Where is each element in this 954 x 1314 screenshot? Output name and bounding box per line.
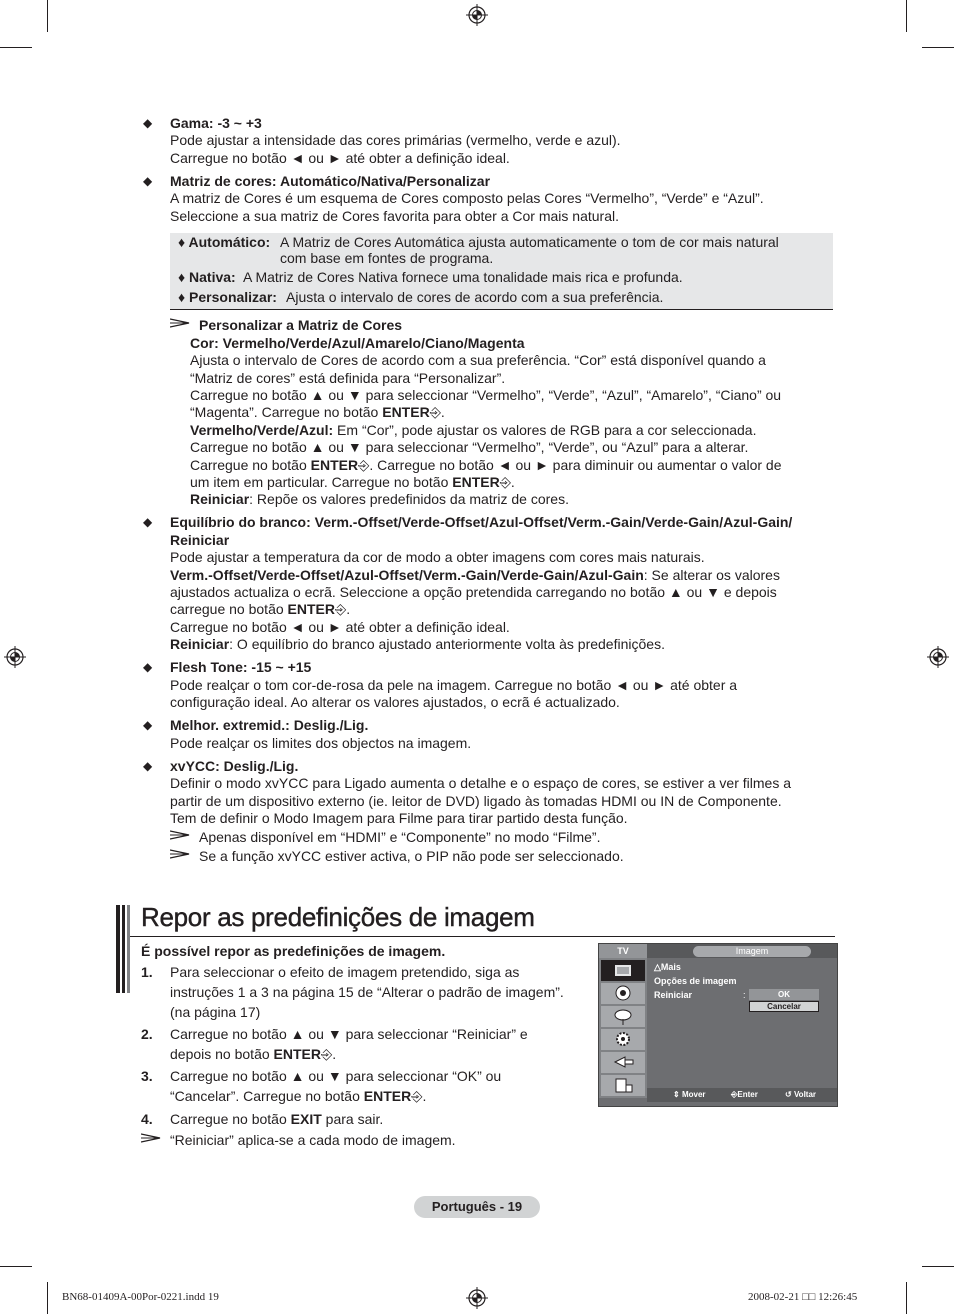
- osd-icon-application[interactable]: [601, 1075, 645, 1096]
- enter-icon: ⎆: [334, 601, 347, 617]
- personalizar-line: Carregue no botão ENTER⎆. Carregue no botão ◄ ou ► para diminuir ou aumentar o valor de: [190, 457, 782, 473]
- note-arrow-icon: [141, 1133, 161, 1143]
- osd-ok-option[interactable]: OK: [749, 989, 819, 1000]
- flesh-line: Pode realçar o tom cor-de-rosa da pele na imagem. Carregue no botão ◄ ou ► até obter a: [170, 677, 738, 693]
- option-text: A Matriz de Cores Nativa fornece uma tonalidade mais rica e profunda.: [243, 269, 683, 285]
- registration-mark-icon: [927, 646, 949, 668]
- option-text: com base em fontes de programa.: [280, 250, 494, 266]
- melhor-line: Pode realçar os limites dos objectos na imagem.: [170, 735, 472, 751]
- equilibrio-line: Reiniciar: O equilíbrio do branco ajustado anteriormente volta às predefinições.: [170, 636, 665, 652]
- gama-line: Carregue no botão ◄ ou ► até obter a definição ideal.: [170, 150, 510, 166]
- enter-icon: ⎆: [320, 1046, 333, 1062]
- personalizar-title: Personalizar a Matriz de Cores: [199, 317, 403, 333]
- osd-icon-picture[interactable]: [601, 960, 645, 981]
- personalizar-line: “Matriz de cores” está definida para “Personalizar”.: [190, 370, 506, 386]
- option-label: ♦ Nativa:: [178, 269, 236, 285]
- equilibrio-title: Reiniciar: [170, 532, 230, 548]
- gama-line: Pode ajustar a intensidade das cores primárias (vermelho, verde e azul).: [170, 132, 621, 148]
- section-heading: Repor as predefinições de imagem: [141, 902, 535, 932]
- osd-mover: ⇕ Mover: [673, 1090, 706, 1099]
- crop-mark: [0, 47, 32, 48]
- step-line: Carregue no botão ▲ ou ▼ para seleccionar “OK” ou: [170, 1068, 502, 1084]
- osd-mais[interactable]: △Mais: [654, 962, 681, 972]
- return-icon: ↺: [785, 1090, 792, 1099]
- enter-icon: ⎆: [358, 457, 370, 473]
- step-number: 4.: [141, 1111, 153, 1127]
- osd-enter: ⎆Enter: [731, 1090, 758, 1099]
- step-line: Para seleccionar o efeito de imagem pretendido, siga as: [170, 964, 520, 980]
- registration-mark-icon: [4, 646, 26, 668]
- osd-voltar: ↺ Voltar: [785, 1090, 817, 1099]
- crop-mark: [906, 0, 907, 32]
- enter-icon: ⎆: [731, 1090, 738, 1099]
- personalizar-line: Carregue no botão ▲ ou ▼ para seleccionar “Vermelho”, “Verde”, ou “Azul” para a alterar.: [190, 439, 749, 455]
- matriz-title: Matriz de cores: Automático/Nativa/Personalizar: [170, 173, 491, 189]
- option-label: ♦ Automático:: [178, 234, 271, 250]
- osd-header: Imagem: [693, 946, 811, 957]
- crop-mark: [47, 1282, 48, 1314]
- matriz-line: A matriz de Cores é um esquema de Cores composto pelas Cores “Vermelho”, “Verde” e “Azul”.: [170, 190, 764, 206]
- enter-icon: ⎆: [411, 1088, 423, 1104]
- section-note: “Reiniciar” aplica-se a cada modo de imagem.: [170, 1132, 456, 1148]
- note-arrow-icon: [170, 318, 190, 328]
- heading-rule: [130, 936, 835, 937]
- equilibrio-line: ajustados actualiza o ecrã. Seleccione a opção pretendida carregando no botão ▲ ou ▼ e depois: [170, 584, 777, 600]
- diamond-bullet-icon: ◆: [143, 660, 153, 674]
- osd-screenshot: [598, 943, 838, 1107]
- enter-icon: ⎆: [429, 404, 441, 420]
- osd-icon-sound[interactable]: [601, 983, 645, 1004]
- step-line: instruções 1 a 3 na página 15 de “Alterar o padrão de imagem”.: [170, 984, 564, 1000]
- diamond-bullet-icon: ◆: [143, 759, 153, 773]
- step-line: Carregue no botão ▲ ou ▼ para seleccionar “Reiniciar” e: [170, 1026, 528, 1042]
- personalizar-line: Carregue no botão ▲ ou ▼ para seleccionar “Vermelho”, “Verde”, “Azul”, “Amarelo”, “Ciano” ou: [190, 387, 782, 403]
- section-intro: É possível repor as predefinições de imagem.: [141, 943, 446, 959]
- xvycc-line: Tem de definir o Modo Imagem para Filme para tirar partido desta função.: [170, 810, 628, 826]
- equilibrio-title: Equilíbrio do branco: Verm.-Offset/Verde-Offset/Azul-Offset/Verm.-Gain/Verde-Gain/Azul-Gain/: [170, 514, 793, 530]
- note-arrow-icon: [170, 830, 190, 840]
- diamond-bullet-icon: ◆: [143, 515, 153, 529]
- registration-mark-icon: [466, 1287, 488, 1309]
- personalizar-line: “Magenta”. Carregue no botão ENTER⎆.: [190, 404, 445, 420]
- melhor-title: Melhor. extremid.: Deslig./Lig.: [170, 717, 369, 733]
- step-line: “Cancelar”. Carregue no botão ENTER⎆.: [170, 1088, 427, 1104]
- osd-cancelar-option[interactable]: Cancelar: [749, 1001, 819, 1012]
- crop-mark: [906, 1282, 907, 1314]
- crop-mark: [47, 0, 48, 32]
- footer-file: BN68-01409A-00Por-0221.indd 19: [62, 1291, 219, 1303]
- personalizar-line: Ajusta o intervalo de Cores de acordo com a sua preferência. “Cor” está disponível quando a: [190, 352, 766, 368]
- xvycc-title: xvYCC: Deslig./Lig.: [170, 758, 299, 774]
- personalizar-line: um item em particular. Carregue no botão ENTER⎆.: [190, 474, 515, 490]
- heading-bar: [122, 905, 125, 993]
- equilibrio-line: Pode ajustar a temperatura da cor de modo a obter imagens com cores mais naturais.: [170, 549, 705, 565]
- osd-opcoes[interactable]: Opções de imagem: [654, 976, 737, 986]
- osd-tv-tab: TV: [599, 944, 647, 958]
- step-line: depois no botão ENTER⎆.: [170, 1046, 337, 1062]
- personalizar-line: Reiniciar: Repõe os valores predefinidos da matriz de cores.: [190, 491, 569, 507]
- heading-bar: [127, 905, 130, 993]
- flesh-line: configuração ideal. Ao alterar os valores ajustados, o ecrã é actualizado.: [170, 694, 620, 710]
- enter-icon: ⎆: [499, 474, 511, 490]
- xvycc-note: Apenas disponível em “HDMI” e “Componente” no modo “Filme”.: [199, 829, 601, 845]
- option-text: Ajusta o intervalo de cores de acordo com a sua preferência.: [286, 289, 664, 305]
- updown-arrow-icon: ⇕: [673, 1090, 680, 1099]
- xvycc-line: Definir o modo xvYCC para Ligado aumenta o detalhe e o espaço de cores, se estiver a ver filmes a: [170, 775, 791, 791]
- option-text: A Matriz de Cores Automática ajusta automaticamente o tom de cor mais natural: [280, 234, 779, 250]
- diamond-bullet-icon: ◆: [143, 174, 153, 188]
- xvycc-line: partir de um dispositivo externo (ie. leitor de DVD) ligado às tomadas HDMI ou IN de Componente.: [170, 793, 782, 809]
- diamond-bullet-icon: ◆: [143, 116, 153, 130]
- heading-bar: [116, 905, 120, 993]
- page-number-badge: Português - 19: [414, 1196, 540, 1218]
- equilibrio-line: Verm.-Offset/Verde-Offset/Azul-Offset/Verm.-Gain/Verde-Gain/Azul-Gain: Se alterar os valores: [170, 567, 780, 583]
- crop-mark: [922, 1266, 954, 1267]
- crop-mark: [0, 1266, 32, 1267]
- osd-reiniciar[interactable]: Reiniciar: [654, 990, 693, 1000]
- osd-icon-channel[interactable]: [601, 1006, 645, 1027]
- step-number: 1.: [141, 964, 153, 980]
- option-label: ♦ Personalizar:: [178, 289, 277, 305]
- osd-icon-setup[interactable]: [601, 1029, 645, 1050]
- step-number: 3.: [141, 1068, 153, 1084]
- personalizar-line: Vermelho/Verde/Azul: Em “Cor”, pode ajustar os valores de RGB para a cor seleccionada.: [190, 422, 757, 438]
- crop-mark: [922, 47, 954, 48]
- registration-mark-icon: [466, 4, 488, 26]
- step-line: (na página 17): [170, 1004, 261, 1020]
- diamond-bullet-icon: ◆: [143, 718, 153, 732]
- gama-title: Gama: -3 ~ +3: [170, 115, 262, 131]
- equilibrio-line: carregue no botão ENTER⎆.: [170, 601, 351, 617]
- osd-colon: :: [743, 990, 746, 1000]
- footer-date: 2008-02-21 □□ 12:26:45: [748, 1291, 858, 1303]
- cor-title: Cor: Vermelho/Verde/Azul/Amarelo/Ciano/Magenta: [190, 335, 525, 351]
- step-number: 2.: [141, 1026, 153, 1042]
- equilibrio-line: Carregue no botão ◄ ou ► até obter a definição ideal.: [170, 619, 510, 635]
- up-triangle-icon: △: [654, 962, 661, 972]
- flesh-title: Flesh Tone: -15 ~ +15: [170, 659, 312, 675]
- step-line: Carregue no botão EXIT para sair.: [170, 1111, 384, 1127]
- osd-icon-input[interactable]: [601, 1052, 645, 1073]
- note-arrow-icon: [170, 849, 190, 859]
- matriz-line: Seleccione a sua matriz de Cores favorita para obter a Cor mais natural.: [170, 208, 619, 224]
- xvycc-note: Se a função xvYCC estiver activa, o PIP não pode ser seleccionado.: [199, 848, 624, 864]
